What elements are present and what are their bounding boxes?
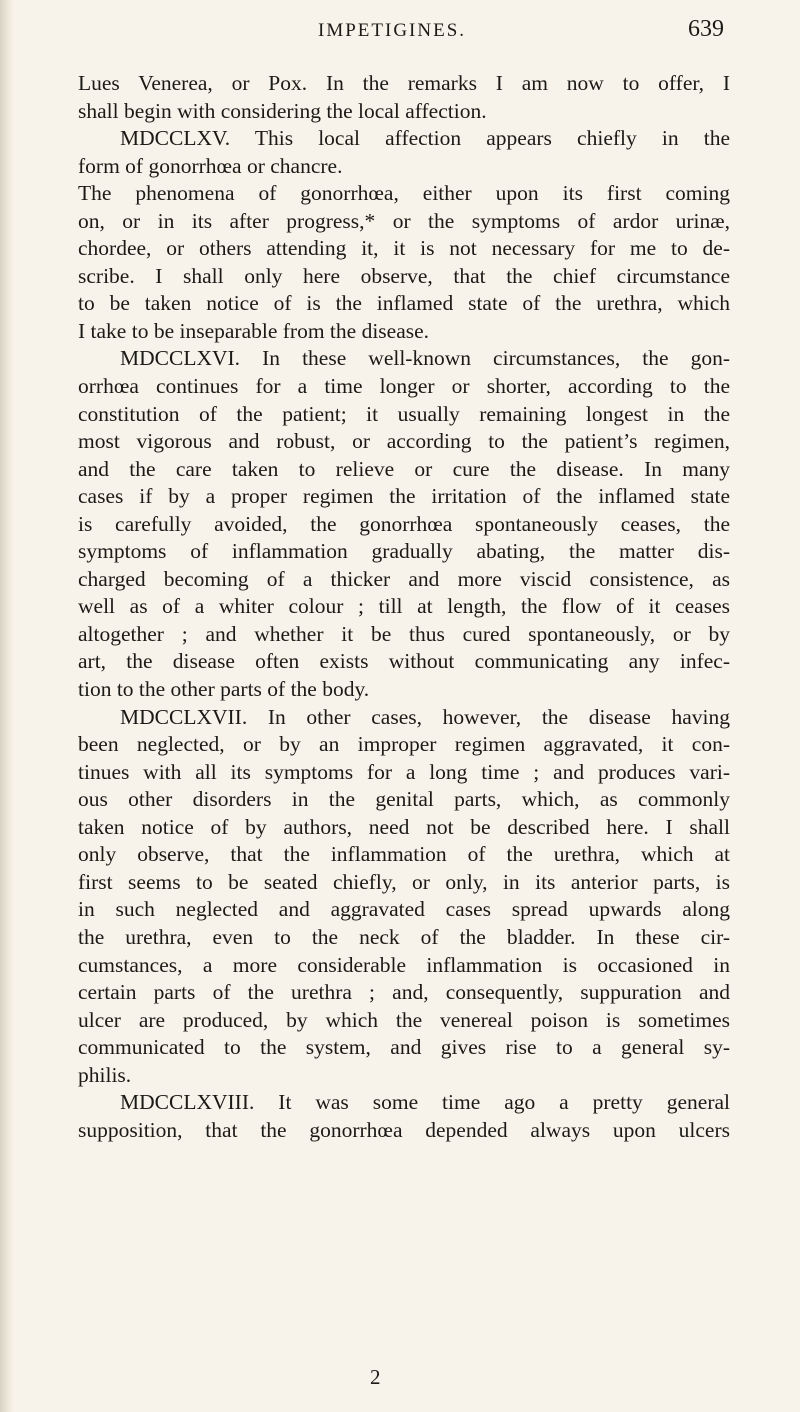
text-line: well as of a whiter colour ; till at length, the flow of it ceases	[78, 594, 730, 619]
text-line: ous other disorders in the genital parts, which, as commonly	[78, 787, 730, 812]
text-line: MDCCLXV. This local affection appears chiefly in the	[120, 126, 730, 151]
text-line: ulcer are produced, by which the venereal poison is sometimes	[78, 1007, 730, 1032]
text-line: is carefully avoided, the gonorrhœa spontaneously ceases, the	[78, 511, 730, 536]
text-line: chordee, or others attending it, it is not necessary for me to de-	[78, 236, 730, 261]
text-line: art, the disease often exists without communicating any infec-	[78, 649, 730, 674]
text-line: philis.	[78, 1062, 132, 1087]
text-line: form of gonorrhœa or chancre.	[78, 153, 343, 178]
text-line: tion to the other parts of the body.	[78, 677, 370, 702]
text-line: supposition, that the gonorrhœa depended always upon ulcers	[78, 1117, 730, 1142]
text-line: and the care taken to relieve or cure the disease. In many	[78, 456, 730, 481]
text-line: communicated to the system, and gives rise to a general sy-	[78, 1035, 730, 1060]
text-line: cumstances, a more considerable inflammation is occasioned in	[78, 952, 730, 977]
text-line: orrhœa continues for a time longer or shorter, according to the	[78, 374, 730, 399]
text-line: to be taken notice of is the inflamed state of the urethra, which	[78, 291, 730, 316]
text-line: certain parts of the urethra ; and, consequently, suppuration and	[78, 980, 730, 1005]
text-line: first seems to be seated chiefly, or only, in its anterior parts, is	[78, 869, 730, 894]
text-line: only observe, that the inflammation of the urethra, which at	[78, 842, 730, 867]
text-line: cases if by a proper regimen the irritation of the inflamed state	[78, 484, 730, 509]
text-line: shall begin with considering the local affection.	[78, 98, 487, 123]
page-gutter-shadow	[0, 0, 14, 1412]
signature-mark: 2	[370, 1365, 381, 1389]
text-line: MDCCLXVI. In these well-known circumstances, the gon-	[120, 346, 730, 371]
text-line: on, or in its after progress,* or the symptoms of ardor urinæ,	[78, 208, 730, 233]
text-line: constitution of the patient; it usually remaining longest in the	[78, 401, 730, 426]
text-line: scribe. I shall only here observe, that the chief circumstance	[78, 263, 730, 288]
text-line: Lues Venerea, or Pox. In the remarks I am now to offer, I	[78, 71, 730, 95]
running-head	[0, 14, 800, 54]
running-title: IMPETIGINES.	[318, 20, 467, 41]
text-line: charged becoming of a thicker and more viscid consistence, as	[78, 566, 730, 591]
text-line: I take to be inseparable from the disease.	[78, 318, 430, 343]
text-line: symptoms of inflammation gradually abating, the matter dis-	[78, 539, 730, 564]
text-line: altogether ; and whether it be thus cured spontaneously, or by	[78, 621, 730, 646]
text-line: most vigorous and robust, or according to the patient’s regimen,	[78, 429, 730, 454]
text-line: MDCCLXVIII. It was some time ago a pretty general	[120, 1090, 730, 1115]
text-line: MDCCLXVII. In other cases, however, the disease having	[120, 704, 730, 729]
text-line: in such neglected and aggravated cases spread upwards along	[78, 897, 730, 922]
text-line: the urethra, even to the neck of the bladder. In these cir-	[78, 924, 730, 949]
text-line: tinues with all its symptoms for a long time ; and produces vari-	[78, 759, 730, 784]
text-line: been neglected, or by an improper regimen aggravated, it con-	[78, 732, 730, 757]
text-line: taken notice of by authors, need not be described here. I shall	[78, 814, 730, 839]
page-number: 639	[688, 16, 724, 42]
body-text	[78, 70, 730, 1144]
text-line: The phenomena of gonorrhœa, either upon its first coming	[78, 181, 730, 206]
